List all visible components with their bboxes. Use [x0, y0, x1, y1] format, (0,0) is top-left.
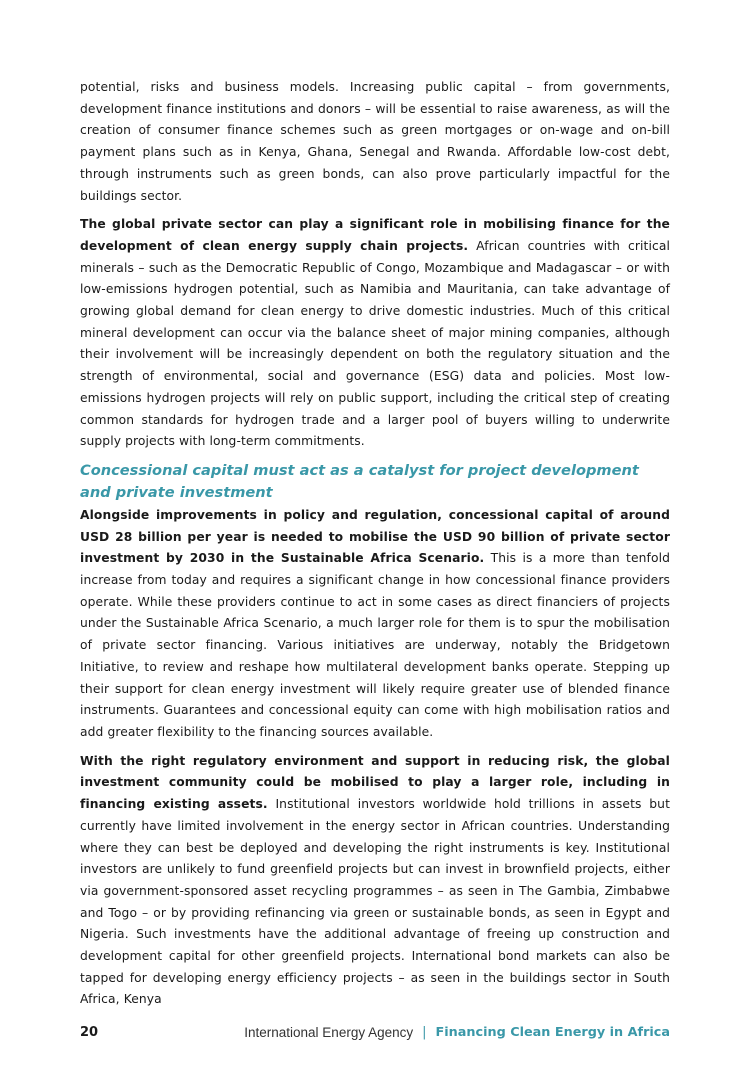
paragraph-4	[80, 751, 670, 1011]
body-text	[80, 77, 670, 1018]
paragraph-4-text: Institutional investors worldwide hold trillions in assets but currently have limited involvement in the energy sector in African countries. Understanding where they can best be deployed and developing the right instruments is key. Institutional investors are unlikely to fund greenfield projects but can invest in brownfield projects, either via government-sponsored asset recycling programmes – as seen in The Gambia, Zimbabwe and Togo – or by providing refinancing via green or sustainable bonds, as seen in Egypt and Nigeria. Such investments have the additional advantage of freeing up construction and development capital for other greenfield projects. International bond markets can also be tapped for developing energy efficiency projects – as seen in the buildings sector in South Africa, Kenya	[80, 797, 670, 1007]
paragraph-3-lead: Alongside improvements in policy and regulation, concessional capital of around USD 28 billion per year is needed to mobilise the USD 90 billion of private sector investment by 2030 in the Sustainable Africa Scenario.	[80, 507, 670, 566]
paragraph-1	[80, 77, 670, 207]
paragraph-2	[80, 214, 670, 453]
paragraph-1-text: potential, risks and business models. Increasing public capital – from governments, development finance institutions and donors – will be essential to raise awareness, as will the creation of consumer finance schemes such as green mortgages or on-wage and on-bill payment plans such as in Kenya, Ghana, Senegal and Rwanda. Affordable low-cost debt, through instruments such as green bonds, can also prove particularly impactful for the buildings sector.	[80, 80, 670, 203]
paragraph-2-lead: The global private sector can play a significant role in mobilising finance for the development of clean energy supply chain projects.	[80, 217, 670, 253]
footer-separator: |	[422, 1024, 427, 1040]
paragraph-4-lead: With the right regulatory environment and support in reducing risk, the global investment community could be mobilised to play a larger role, including in financing existing assets.	[80, 753, 670, 812]
page-footer	[80, 1021, 670, 1043]
paragraph-3-text: This is a more than tenfold increase from today and requires a significant change in how concessional finance providers operate. While these providers continue to act in some cases as direct financiers of projects under the Sustainable Africa Scenario, a much larger role for them is to spur the mobilisation of private sector financing. Various initiatives are underway, notably the Bridgetown Initiative, to review and reshape how multilateral development banks operate. Stepping up their support for clean energy investment will likely require greater use of blended finance instruments. Guarantees and concessional equity can come with high mobilisation ratios and add greater flexibility to the financing sources available.	[80, 551, 670, 739]
paragraph-2-text: African countries with critical minerals – such as the Democratic Republic of Congo, Mozambique and Madagascar – or with low-emissions hydrogen potential, such as Namibia and Mauritania, can take advantage of growing global demand for clean energy to drive domestic industries. Much of this critical mineral development can occur via the balance sheet of major mining companies, although their involvement will be increasingly dependent on both the regulatory situation and the strength of environmental, social and governance (ESG) data and policies. Most low-emissions hydrogen projects will rely on public support, including the critical step of creating common standards for hydrogen trade and a larger pool of buyers willing to underwrite supply projects with long-term commitments.	[80, 238, 670, 449]
page-number: 20	[80, 1024, 99, 1040]
footer-title-group	[244, 1025, 670, 1040]
paragraph-3	[80, 505, 670, 744]
organization-name: International Energy Agency	[244, 1024, 414, 1040]
section-heading: Concessional capital must act as a catalyst for project development and private investment	[80, 461, 639, 501]
report-title: Financing Clean Energy in Africa	[435, 1024, 670, 1040]
